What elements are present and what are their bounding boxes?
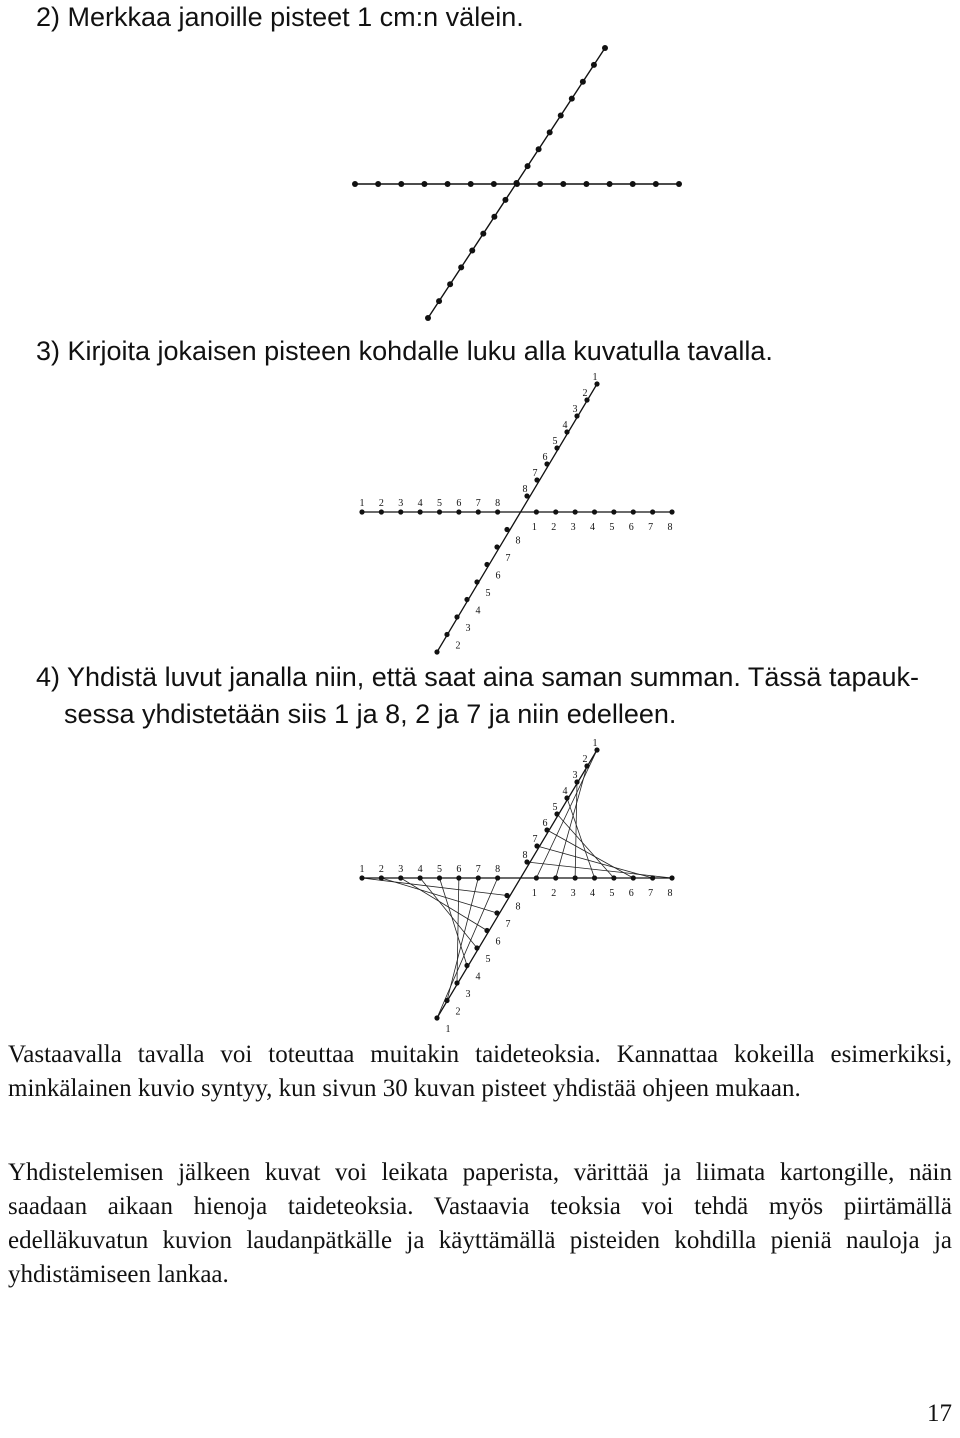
numbered-point [359, 509, 364, 514]
point-label: 7 [648, 522, 654, 533]
point-label: 3 [465, 623, 471, 634]
point-label: 7 [532, 468, 538, 479]
string-line [447, 878, 478, 1001]
segment-point [491, 214, 497, 220]
numbered-point [398, 509, 403, 514]
segment-point [514, 180, 520, 186]
point-label: 2 [582, 388, 588, 399]
point-label: 2 [455, 640, 461, 652]
numbered-point [669, 509, 674, 514]
numbered-point [534, 509, 539, 514]
point-label: 1 [445, 1024, 451, 1033]
segment-point [375, 181, 381, 187]
segment-point [436, 298, 442, 304]
numbered-point [553, 875, 558, 880]
segment-point [591, 62, 597, 68]
point-label: 6 [542, 818, 548, 829]
numbered-point [437, 509, 442, 514]
point-label: 2 [378, 498, 384, 509]
numbered-point [573, 875, 578, 880]
numbered-point [437, 875, 442, 880]
string-line [362, 878, 507, 896]
point-label: 1 [592, 372, 598, 383]
numbered-point [553, 509, 558, 514]
point-label: 1 [531, 888, 537, 899]
segment-point [537, 181, 543, 187]
numbered-point [474, 579, 479, 584]
figure-dotted-segments [0, 40, 960, 330]
point-label: 5 [485, 954, 491, 965]
point-label: 4 [590, 888, 595, 899]
numbered-point [631, 509, 636, 514]
segment-point [602, 45, 608, 51]
numbered-point [611, 509, 616, 514]
numbered-point [476, 875, 481, 880]
point-label: 3 [465, 989, 471, 1000]
segment-point [458, 264, 464, 270]
numbered-point [418, 875, 423, 880]
figure-numbered-points [0, 372, 960, 657]
numbered-point [474, 945, 479, 950]
point-label: 7 [475, 498, 481, 509]
point-label: 3 [572, 770, 578, 781]
point-label: 5 [552, 436, 558, 447]
point-label: 1 [359, 864, 365, 875]
step-2-heading: 2) Merkkaa janoille pisteet 1 cm:n välein. [36, 2, 524, 32]
point-label: 7 [532, 834, 538, 845]
point-label: 6 [495, 936, 501, 948]
point-label: 3 [398, 864, 404, 875]
segment-point [558, 113, 564, 119]
numbered-point [454, 980, 459, 985]
point-label: 5 [609, 522, 615, 533]
point-label: 3 [398, 498, 404, 509]
point-label: 4 [562, 420, 568, 431]
point-label: 5 [437, 864, 442, 875]
point-label: 1 [359, 498, 365, 509]
string-line [527, 862, 672, 878]
numbered-point [495, 509, 500, 514]
point-label: 3 [570, 888, 576, 899]
point-label: 8 [522, 484, 528, 495]
paragraph-instructions: Yhdistelemisen jälkeen kuvat voi leikata paperista, värittää ja liimata kartongille, näin saadaan aikaan hienoja taideteoksia. Vastaavia teoksia voi tehdä myös piirtämällä edelläkuvatun kuvion laudanpätkälle ja käyttämällä pisteiden kohdilla pieniä nauloja ja yhdistämiseen lankaa. [8, 1159, 952, 1288]
point-label: 6 [495, 570, 501, 582]
numbered-point [631, 875, 636, 880]
diagonal-segment [437, 750, 597, 1018]
string-line [440, 878, 468, 966]
numbered-point [434, 1015, 439, 1020]
numbered-point [494, 544, 499, 549]
numbered-point [504, 893, 509, 898]
point-label: 7 [505, 919, 511, 930]
point-label: 4 [475, 971, 481, 983]
numbered-point [464, 597, 469, 602]
numbered-point [454, 614, 459, 619]
point-label: 4 [590, 522, 595, 533]
point-label: 3 [570, 522, 576, 533]
step-3-heading: 3) Kirjoita jokaisen pisteen kohdalle luku alla kuvatulla tavalla. [36, 336, 773, 366]
numbered-point [669, 875, 674, 880]
numbered-point [464, 963, 469, 968]
numbered-point [484, 562, 489, 567]
point-label: 4 [562, 786, 568, 797]
segment-point [525, 163, 531, 169]
numbered-point [379, 875, 384, 880]
segment-point [398, 181, 404, 187]
point-label: 6 [628, 888, 634, 899]
point-label: 6 [456, 498, 462, 509]
segment-point [547, 129, 553, 135]
numbered-point [484, 928, 489, 933]
segment-point [580, 79, 586, 85]
figure-string-art [0, 738, 960, 1033]
point-label: 8 [667, 522, 673, 533]
numbered-point [573, 509, 578, 514]
point-label: 4 [417, 864, 423, 875]
numbered-point [592, 875, 597, 880]
string-line [547, 830, 633, 878]
point-label: 2 [582, 754, 588, 765]
numbered-point [534, 875, 539, 880]
numbered-point [650, 509, 655, 514]
string-line [401, 878, 487, 931]
point-label: 5 [552, 802, 558, 813]
step-4-heading-line2: sessa yhdistetään siis 1 ja 8, 2 ja 7 ja niin edelleen. [64, 699, 677, 729]
numbered-point [494, 910, 499, 915]
point-label: 2 [551, 522, 557, 533]
step-4-heading-line1: 4) Yhdistä luvut janalla niin, että saat aina saman summan. Tässä tapauk- [36, 662, 919, 692]
point-label: 2 [551, 888, 557, 899]
point-label: 4 [417, 498, 423, 509]
segment-point [502, 197, 508, 203]
segment-point [653, 181, 659, 187]
point-label: 4 [475, 605, 481, 617]
point-label: 5 [485, 588, 491, 599]
numbered-point [418, 509, 423, 514]
numbered-point [592, 509, 597, 514]
segment-point [352, 181, 358, 187]
point-label: 8 [495, 864, 501, 875]
point-label: 6 [456, 864, 462, 875]
segment-point [469, 248, 475, 254]
segment-point [425, 315, 431, 321]
numbered-point [476, 509, 481, 514]
numbered-point [456, 875, 461, 880]
point-label: 8 [515, 901, 521, 913]
point-label: 5 [609, 888, 615, 899]
segment-point [536, 146, 542, 152]
segment-point [491, 181, 497, 187]
numbered-point [495, 875, 500, 880]
point-label: 8 [515, 535, 521, 547]
point-label: 2 [378, 864, 384, 875]
point-label: 3 [572, 404, 578, 415]
numbered-point [444, 998, 449, 1003]
paragraph-intro: Vastaavalla tavalla voi toteuttaa muitakin taideteoksia. Kannattaa kokeilla esimerkiksi, minkälainen kuvio syntyy, kun sivun 30 kuvan pisteet yhdistää ohjeen mukaan. [8, 1041, 952, 1102]
numbered-point [650, 875, 655, 880]
point-label: 7 [648, 888, 654, 899]
numbered-point [611, 875, 616, 880]
segment-point [630, 181, 636, 187]
point-label: 1 [592, 738, 598, 749]
point-label: 8 [667, 888, 673, 899]
string-line [567, 798, 595, 878]
point-label: 1 [531, 522, 537, 533]
segment-point [607, 181, 613, 187]
point-label: 2 [455, 1006, 461, 1018]
point-label: 8 [522, 850, 528, 861]
point-label: 7 [475, 864, 481, 875]
point-label: 8 [495, 498, 501, 509]
segment-point [468, 181, 474, 187]
string-line [537, 846, 653, 878]
page-number: 17 [927, 1400, 952, 1427]
numbered-point [359, 875, 364, 880]
string-line [381, 878, 497, 913]
numbered-point [434, 649, 439, 654]
numbered-point [379, 509, 384, 514]
segment-point [480, 231, 486, 237]
point-label: 6 [542, 452, 548, 463]
segment-point [676, 181, 682, 187]
segment-point [421, 181, 427, 187]
numbered-point [456, 509, 461, 514]
diagonal-segment [437, 384, 597, 652]
numbered-point [398, 875, 403, 880]
point-label: 7 [505, 553, 511, 564]
numbered-point [444, 632, 449, 637]
segment-point [445, 181, 451, 187]
string-line [556, 766, 587, 878]
segment-point [583, 181, 589, 187]
numbered-point [504, 527, 509, 532]
point-label: 5 [437, 498, 442, 509]
segment-point [447, 281, 453, 287]
segment-point [560, 181, 566, 187]
point-label: 6 [628, 522, 634, 533]
segment-point [569, 96, 575, 102]
